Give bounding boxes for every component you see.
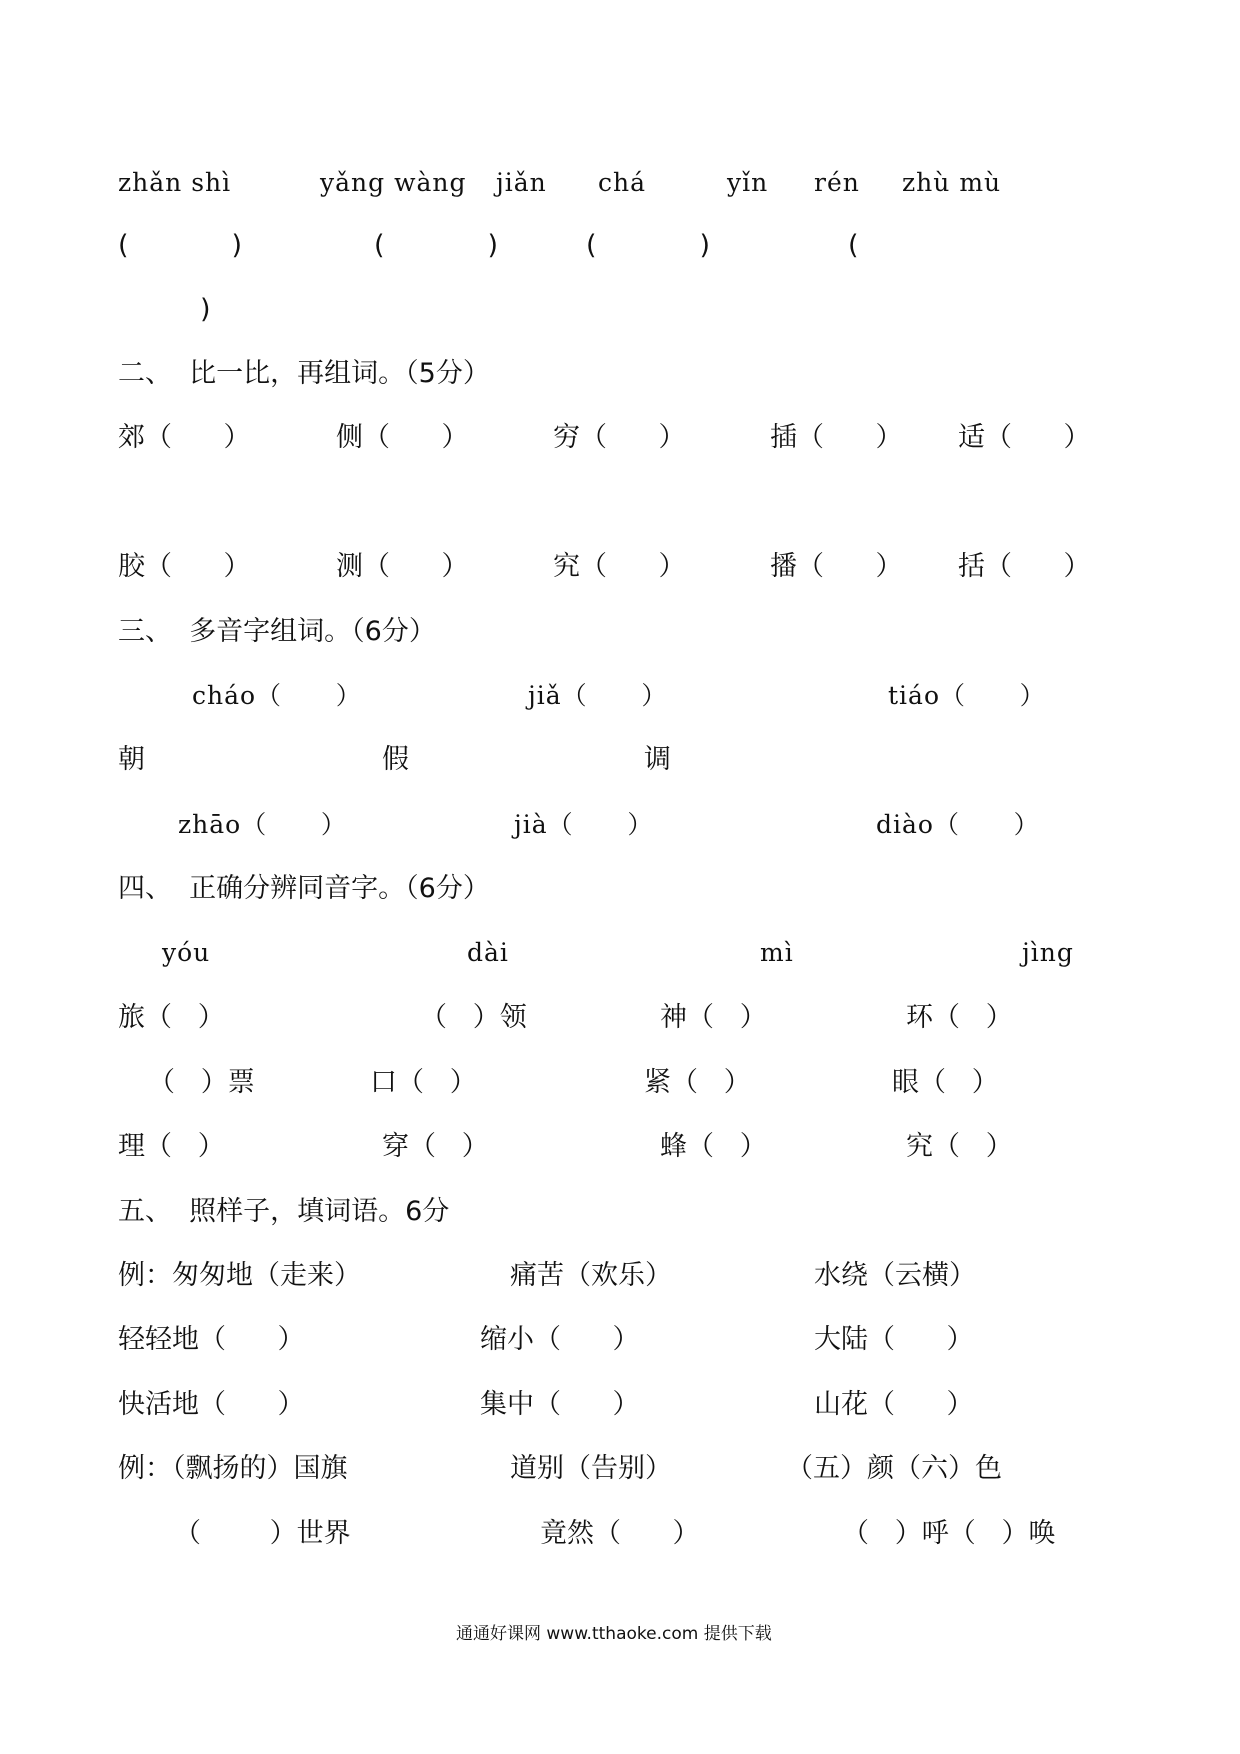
pinyin-yangwang: yǎng wàng — [320, 168, 467, 197]
compare-item[interactable]: 穷（ ） — [553, 422, 686, 453]
fill-item[interactable]: 山花（ ） — [814, 1389, 974, 1420]
compare-item[interactable]: 括（ ） — [958, 551, 1091, 582]
example-item: 水绕（云横） — [814, 1260, 976, 1291]
example-item: 例：匆匆地（走来） — [118, 1260, 361, 1291]
homophone-pinyin: yóu — [162, 938, 211, 967]
fill-item[interactable]: （ ）呼（ ）唤 — [842, 1518, 1056, 1549]
homophone-pinyin: dài — [467, 938, 509, 967]
homophone-item[interactable]: 神（ ） — [660, 1002, 767, 1033]
polyphone-reading[interactable]: cháo（ ） — [192, 681, 362, 710]
fill-item[interactable]: 集中（ ） — [480, 1389, 640, 1420]
compare-item[interactable]: 究（ ） — [553, 551, 686, 582]
compare-item[interactable]: 胶（ ） — [118, 551, 251, 582]
pinyin-cha: chá — [598, 168, 647, 197]
example-item: 例：（飘扬的）国旗 — [118, 1453, 348, 1484]
polyphone-reading[interactable]: jiǎ（ ） — [528, 681, 668, 710]
fill-item[interactable]: （ ）世界 — [174, 1518, 351, 1549]
homophone-item[interactable]: （ ）票 — [148, 1067, 255, 1098]
answer-blank[interactable]: ( ) — [118, 230, 243, 261]
footer-credit: 通通好课网 www.tthaoke.com 提供下载 — [456, 1624, 772, 1644]
homophone-item[interactable]: （ ）领 — [420, 1002, 527, 1033]
homophone-item[interactable]: 眼（ ） — [892, 1067, 999, 1098]
compare-item[interactable]: 插（ ） — [770, 422, 903, 453]
fill-item[interactable]: 快活地（ ） — [118, 1389, 305, 1420]
homophone-pinyin: mì — [760, 938, 794, 967]
homophone-item[interactable]: 口（ ） — [370, 1067, 477, 1098]
answer-blank[interactable]: ( ) — [374, 230, 499, 261]
compare-item[interactable]: 侧（ ） — [336, 422, 469, 453]
pinyin-zhanshi: zhǎn shì — [118, 168, 232, 197]
polyphone-char: 朝 — [118, 744, 145, 775]
fill-item[interactable]: 大陆（ ） — [814, 1324, 974, 1355]
homophone-item[interactable]: 环（ ） — [906, 1002, 1013, 1033]
homophone-item[interactable]: 究（ ） — [906, 1131, 1013, 1162]
section-5-heading: 五、 照样子，填词语。6分 — [118, 1196, 450, 1227]
polyphone-reading[interactable]: zhāo（ ） — [178, 810, 347, 839]
homophone-item[interactable]: 理（ ） — [118, 1131, 225, 1162]
polyphone-reading[interactable]: jià（ ） — [514, 810, 654, 839]
compare-item[interactable]: 测（ ） — [336, 551, 469, 582]
section-2-heading: 二、 比一比，再组词。（5分） — [118, 358, 490, 389]
fill-item[interactable]: 轻轻地（ ） — [118, 1324, 305, 1355]
polyphone-char: 假 — [382, 744, 409, 775]
section-3-heading: 三、 多音字组词。（6分） — [118, 616, 436, 647]
section-4-heading: 四、 正确分辨同音字。（6分） — [118, 873, 490, 904]
pinyin-ren: rén — [814, 168, 860, 197]
homophone-pinyin: jìng — [1022, 938, 1074, 967]
homophone-item[interactable]: 蜂（ ） — [660, 1131, 767, 1162]
fill-item[interactable]: 缩小（ ） — [480, 1324, 640, 1355]
answer-blank-open[interactable]: ( — [848, 230, 859, 261]
example-item: （五）颜（六）色 — [786, 1453, 1002, 1484]
compare-item[interactable]: 播（ ） — [770, 551, 903, 582]
polyphone-reading[interactable]: tiáo（ ） — [888, 681, 1046, 710]
pinyin-jian: jiǎn — [496, 168, 547, 197]
polyphone-char: 调 — [644, 744, 671, 775]
answer-blank-close[interactable]: ) — [200, 294, 211, 325]
answer-blank[interactable]: ( ) — [586, 230, 711, 261]
compare-item[interactable]: 适（ ） — [958, 422, 1091, 453]
pinyin-yin: yǐn — [727, 168, 769, 197]
pinyin-zhumu: zhù mù — [902, 168, 1002, 197]
example-item: 道别（告别） — [510, 1453, 672, 1484]
fill-item[interactable]: 竟然（ ） — [540, 1518, 700, 1549]
homophone-item[interactable]: 紧（ ） — [644, 1067, 751, 1098]
compare-item[interactable]: 郊（ ） — [118, 422, 251, 453]
homophone-item[interactable]: 旅（ ） — [118, 1002, 225, 1033]
homophone-item[interactable]: 穿（ ） — [382, 1131, 489, 1162]
example-item: 痛苦（欢乐） — [510, 1260, 672, 1291]
polyphone-reading[interactable]: diào（ ） — [876, 810, 1040, 839]
